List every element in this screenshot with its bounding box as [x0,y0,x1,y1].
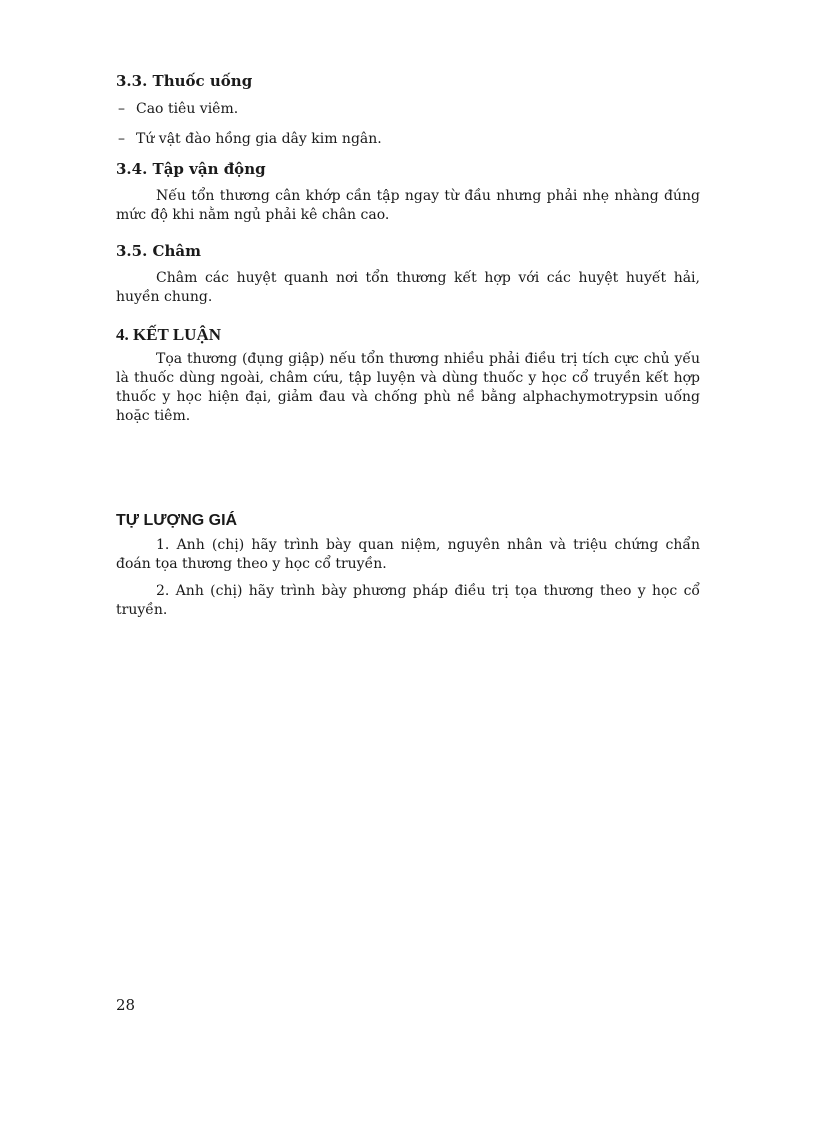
section-3-5-heading: 3.5. Châm [116,242,201,260]
bullet-dash: – [118,101,125,117]
list-item-text: Cao tiêu viêm. [136,101,239,117]
bullet-dash: – [118,131,125,147]
review-question-2: 2. Anh (chị) hãy trình bày phương pháp điều trị tọa thương theo y học cổ truyền. [116,583,700,618]
list-item [116,98,700,120]
section-3-4-paragraph: Nếu tổn thương cân khớp cần tập ngay từ đầu nhưng phải nhẹ nhàng đúng mức độ khi nằm ngủ phải kê chân cao. [116,188,700,223]
review-heading: TỰ LƯỢNG GIÁ [116,512,238,529]
section-3-3-heading: 3.3. Thuốc uống [116,72,253,90]
section-4-paragraph: Tọa thương (đụng giập) nếu tổn thương nhiều phải điều trị tích cực chủ yếu là thuốc dùng ngoài, châm cứu, tập luyện và dùng thuốc y học cổ truyền kết hợp thuốc y học hiện đại, giảm đau và chống phù nề bằng alphachymotrypsin uống hoặc tiêm. [116,351,700,424]
section-3-3-list [116,98,700,150]
section-3-4-heading: 3.4. Tập vận động [116,160,266,178]
section-3-5-paragraph: Châm các huyệt quanh nơi tổn thương kết hợp với các huyệt huyết hải, huyền chung. [116,270,700,305]
list-item-text: Tứ vật đào hồng gia dây kim ngân. [136,131,382,147]
review-question-1: 1. Anh (chị) hãy trình bày quan niệm, nguyên nhân và triệu chứng chẩn đoán tọa thương theo y học cổ truyền. [116,537,700,572]
section-4-heading: 4. KẾT LUẬN [116,325,222,344]
list-item [116,128,700,150]
page-content [116,66,700,620]
page-number: 28 [116,996,136,1014]
